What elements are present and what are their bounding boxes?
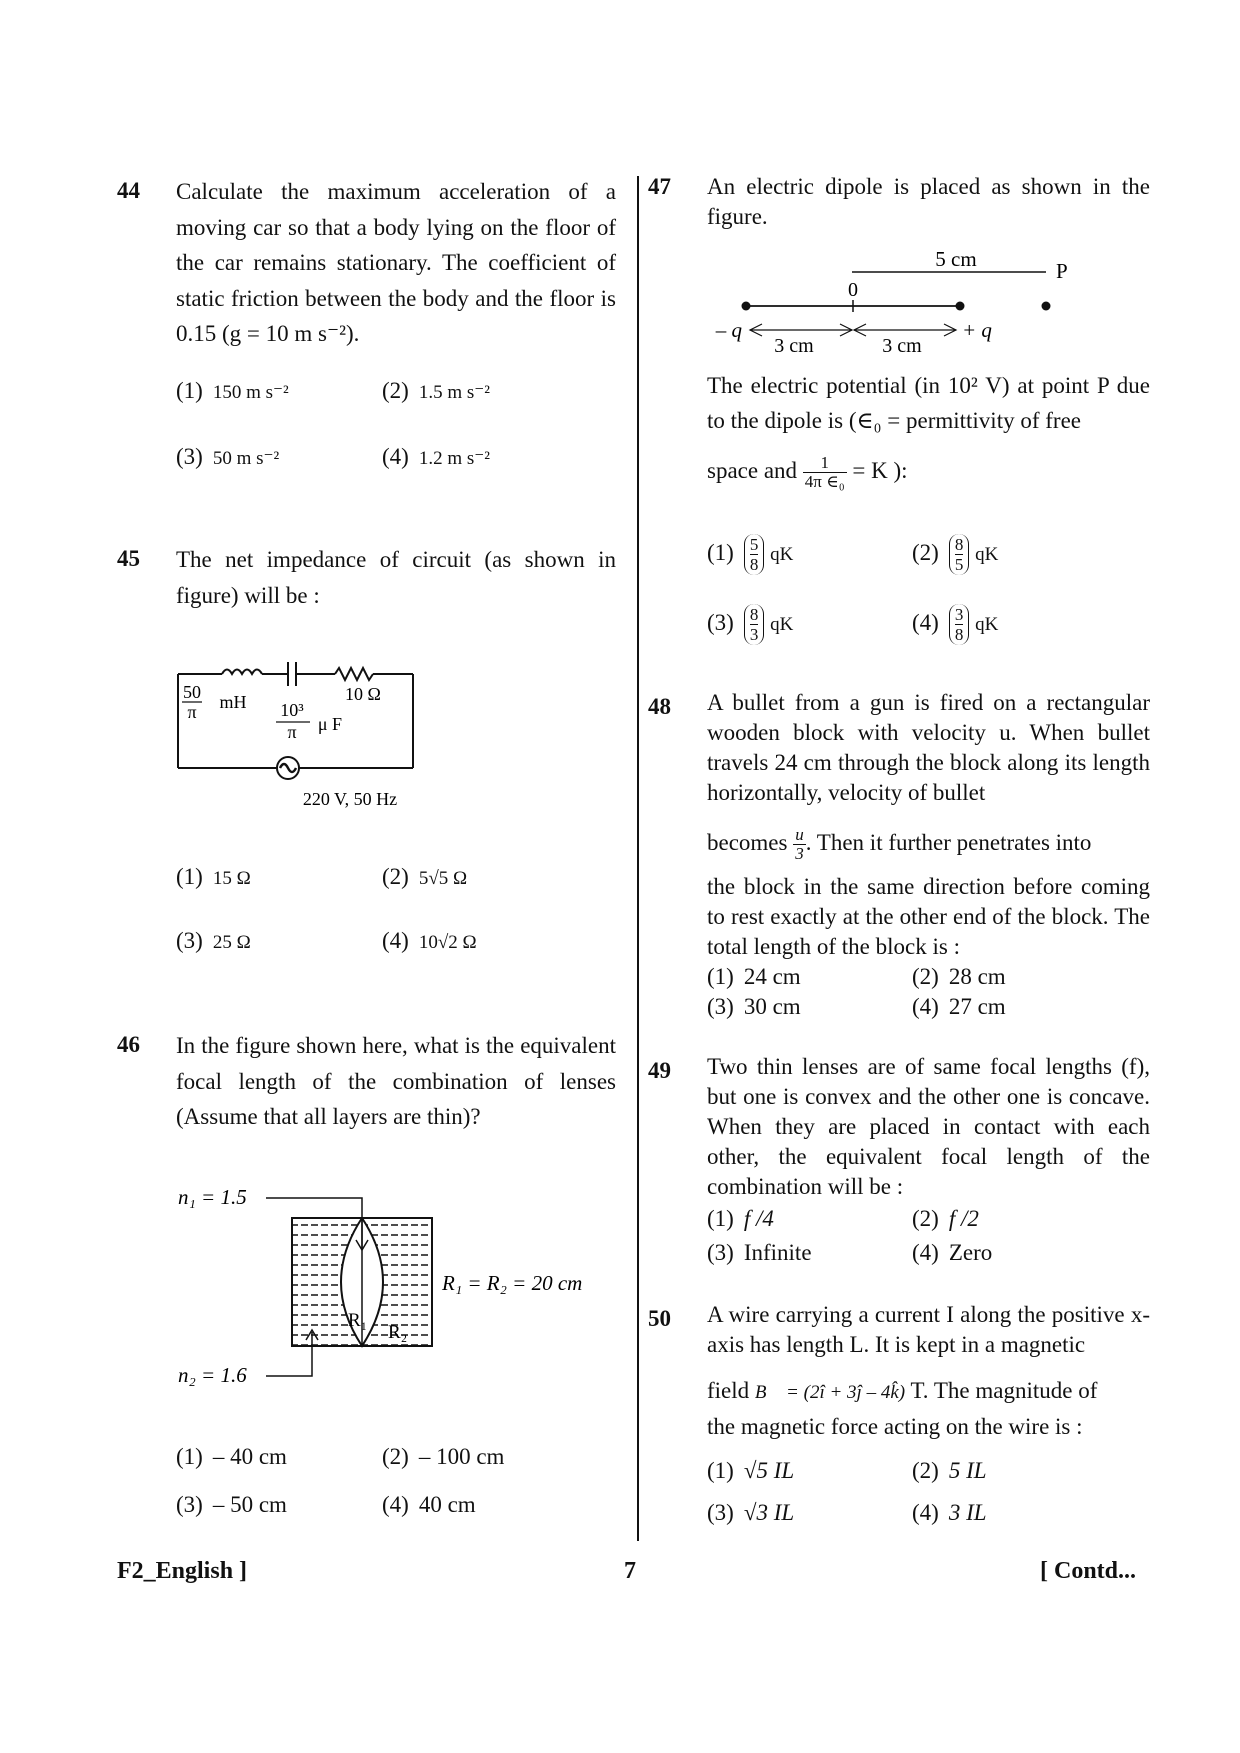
point-p-dot (1042, 302, 1051, 311)
option-3[interactable] (176, 1492, 287, 1518)
option-4[interactable] (912, 1240, 992, 1266)
option-2[interactable] (382, 1444, 504, 1470)
text-b-post: . Then it further penetrates into (805, 829, 1092, 855)
option-number: (3) (707, 609, 734, 635)
option-value: 25 Ω (212, 932, 251, 953)
right-distance-label: 3 cm (882, 335, 922, 357)
option-3[interactable] (707, 604, 793, 645)
option-number: (2) (912, 539, 939, 565)
option-number: (1) (176, 1444, 203, 1469)
option-fraction: $\frac{8}{5}$ (949, 534, 970, 575)
option-number: (2) (912, 1206, 939, 1231)
option-number: (2) (912, 964, 939, 989)
text-b-post: T. The magnitude of (910, 1378, 1098, 1403)
option-value: 40 cm (418, 1492, 476, 1517)
origin-label: 0 (848, 279, 858, 301)
option-1[interactable] (176, 1444, 287, 1470)
inductor-icon (222, 670, 262, 675)
question-text-c: the magnetic force acting on the wire is : (707, 1414, 1083, 1439)
capacitor-num: 10³ (280, 700, 304, 720)
option-4[interactable] (912, 994, 1006, 1020)
option-fraction: $\frac{5}{8}$ (744, 534, 765, 575)
option-value: – 50 cm (212, 1492, 287, 1517)
option-number: (2) (382, 378, 409, 403)
capacitor-unit: μ F (317, 714, 343, 734)
question-text: Two thin lenses are of same focal lengths (f), but one is convex and the other one is concave. When they are placed in contact with each other, the equivalent focal length of the combination will be : (707, 1054, 1150, 1199)
option-value: 50 m s⁻² (212, 448, 280, 469)
option-number: (2) (382, 1444, 409, 1469)
text-b-pre: becomes (707, 829, 788, 855)
option-2[interactable] (382, 378, 490, 404)
field-expression: B⃗ = (2î + 3ĵ – 4k̂) (754, 1382, 906, 1403)
option-value: 15 Ω (212, 868, 251, 889)
option-unit: qK (770, 543, 794, 565)
text-b-pre: field (707, 1378, 750, 1403)
option-number: (1) (707, 1206, 734, 1231)
option-number: (3) (176, 928, 203, 953)
option-1[interactable] (707, 1206, 774, 1232)
resistor-label: 10 Ω (345, 684, 381, 704)
option-number: (4) (912, 994, 939, 1019)
question-text-b (707, 826, 1091, 863)
option-value: 28 cm (948, 964, 1006, 989)
option-number: (4) (382, 444, 409, 469)
option-4[interactable] (912, 1500, 987, 1526)
option-value: f /4 (743, 1206, 774, 1231)
option-number: (2) (912, 1458, 939, 1483)
option-value: 24 cm (743, 964, 801, 989)
distance-5cm-label: 5 cm (935, 247, 977, 271)
option-1[interactable] (176, 864, 251, 890)
question-text-c: the block in the same direction before coming to rest exactly at the other end of the block. The total length of the block is : (707, 874, 1150, 959)
option-unit: qK (975, 613, 999, 635)
option-number: (4) (912, 609, 939, 635)
option-value: Zero (948, 1240, 993, 1265)
question-number: 47 (648, 174, 671, 199)
k-definition (707, 454, 908, 491)
k-text-a: space and (707, 457, 798, 483)
point-p-label: P (1056, 259, 1068, 283)
lens-diagram (170, 1180, 620, 1390)
option-number: (3) (176, 1492, 203, 1517)
option-2[interactable] (912, 964, 1006, 990)
positive-charge-dot (956, 302, 965, 311)
question-number: 49 (648, 1058, 671, 1083)
question-text: An electric dipole is placed as shown in the figure. (707, 174, 1150, 229)
option-value: 5√5 Ω (418, 868, 468, 889)
option-fraction: $\frac{8}{3}$ (744, 604, 765, 645)
column-divider (637, 176, 639, 1541)
question-text: Calculate the maximum acceleration of a moving car so that a body lying on the floor of the car remains stationary. The coefficient of static friction between the body and the floor is 0.15 (g = 10 m s⁻²). (176, 179, 616, 346)
option-value: – 100 cm (418, 1444, 505, 1469)
option-1[interactable] (176, 378, 289, 404)
option-3[interactable] (707, 994, 801, 1020)
footer-left: F2_English ] (117, 1558, 248, 1584)
option-number: (3) (176, 444, 203, 469)
question-text: In the figure shown here, what is the equivalent focal length of the combination of lenses (Assume that all layers are thin)? (176, 1033, 616, 1129)
option-value: Infinite (743, 1240, 812, 1265)
k-fraction: $\frac{1}{\text{4π ∈₀}}$ (804, 453, 845, 491)
option-2[interactable] (912, 1206, 979, 1232)
option-number: (1) (176, 378, 203, 403)
resistor-icon (335, 668, 373, 680)
option-number: (4) (382, 928, 409, 953)
option-value: 5 IL (948, 1458, 987, 1483)
option-2[interactable] (912, 534, 998, 575)
k-text-b: = K ): (852, 457, 908, 483)
option-3[interactable] (707, 1500, 794, 1526)
option-number: (3) (707, 994, 734, 1019)
option-value: 3 IL (948, 1500, 987, 1525)
positive-charge-label: + q (962, 318, 992, 342)
option-number: (3) (707, 1240, 734, 1265)
n2-label: n₂ = 1.6 (178, 1363, 247, 1387)
option-value: 30 cm (743, 994, 801, 1019)
option-value: √3 IL (743, 1500, 795, 1525)
option-number: (1) (707, 1458, 734, 1483)
option-number: (1) (707, 539, 734, 565)
capacitor-den: π (287, 722, 297, 742)
negative-charge-label: – q (715, 318, 742, 342)
negative-charge-dot (742, 302, 751, 311)
r1-label: R₁ (348, 1310, 368, 1331)
option-4[interactable] (382, 444, 490, 470)
option-number: (4) (912, 1500, 939, 1525)
option-3[interactable] (176, 928, 251, 954)
option-number: (3) (707, 1500, 734, 1525)
left-distance-label: 3 cm (774, 335, 814, 357)
option-unit: qK (770, 613, 794, 635)
option-3[interactable] (707, 1240, 812, 1266)
option-value: 1.5 m s⁻² (418, 382, 490, 403)
question-number: 46 (117, 1032, 140, 1057)
question-number: 50 (648, 1306, 671, 1331)
option-4[interactable] (382, 1492, 476, 1518)
velocity-fraction: $\frac{u}{3}$ (795, 825, 804, 863)
option-value: 150 m s⁻² (212, 382, 289, 403)
page-number: 7 (624, 1558, 636, 1584)
option-4[interactable] (912, 604, 998, 645)
option-2[interactable] (912, 1458, 987, 1484)
circuit-diagram (170, 660, 430, 820)
radii-label: R₁ = R₂ = 20 cm (442, 1271, 583, 1295)
option-2[interactable] (382, 864, 467, 890)
option-value: 27 cm (948, 994, 1006, 1019)
option-number: (4) (382, 1492, 409, 1517)
inductor-num: 50 (183, 682, 201, 702)
dipole-diagram (706, 242, 1076, 362)
question-text: The net impedance of circuit (as shown in figure) will be : (176, 547, 616, 608)
question-text-2: The electric potential (in 10² V) at point P due to the dipole is (∈₀ = permittivity of free (707, 373, 1150, 433)
option-value: 1.2 m s⁻² (418, 448, 490, 469)
option-fraction: $\frac{3}{8}$ (949, 604, 970, 645)
option-unit: qK (975, 543, 999, 565)
option-3[interactable] (176, 444, 279, 470)
option-number: (2) (382, 864, 409, 889)
option-value: √5 IL (743, 1458, 795, 1483)
question-number: 44 (117, 178, 140, 203)
inductor-unit: mH (219, 692, 247, 712)
n1-label: n₁ = 1.5 (178, 1185, 247, 1209)
question-number: 48 (648, 694, 671, 719)
option-value: 10√2 Ω (418, 932, 477, 953)
r2-label: R₂ (388, 1322, 408, 1343)
option-1[interactable] (707, 964, 801, 990)
option-number: (4) (912, 1240, 939, 1265)
option-1[interactable] (707, 1458, 794, 1484)
question-text: A bullet from a gun is fired on a rectangular wooden block with velocity u. When bullet travels 24 cm through the block along its length horizontally, velocity of bullet (707, 690, 1150, 805)
question-number: 45 (117, 546, 140, 571)
footer-right: [ Contd... (1040, 1558, 1137, 1584)
option-value: f /2 (948, 1206, 979, 1231)
option-1[interactable] (707, 534, 793, 575)
inductor-den: π (187, 702, 197, 722)
option-4[interactable] (382, 928, 477, 954)
option-value: – 40 cm (212, 1444, 287, 1469)
question-text-b (707, 1378, 1097, 1404)
option-number: (1) (176, 864, 203, 889)
question-text: A wire carrying a current I along the positive x-axis has length L. It is kept in a magnetic (707, 1302, 1150, 1357)
option-number: (1) (707, 964, 734, 989)
source-label: 220 V, 50 Hz (302, 789, 398, 809)
